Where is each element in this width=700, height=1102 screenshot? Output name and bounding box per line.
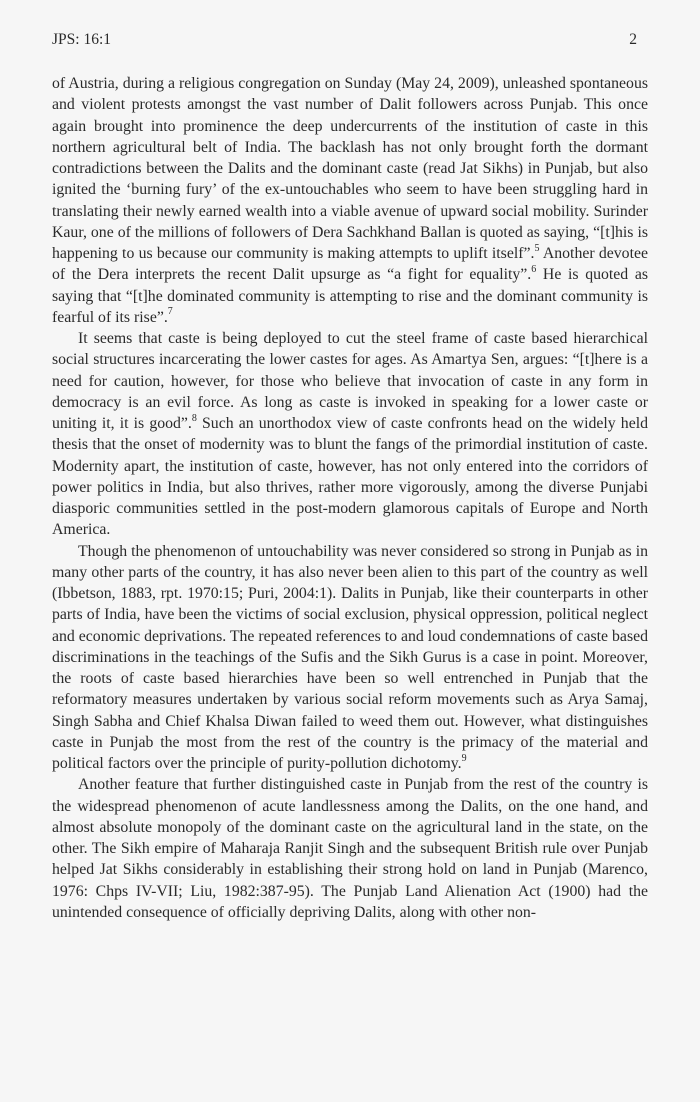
paragraph <box>52 328 648 541</box>
text-run: Though the phenomenon of untouchability was never considered so strong in Punjab as in many other parts of the country, it has also never been alien to this part of the country as well (Ibbetson, 1883, rpt. 1970:15; Puri, 2004:1). Dalits in Punjab, like their counterparts in other parts of India, have been the victims of social exclusion, physical oppression, political neglect and economic deprivations. The repeated references to and loud condemnations of caste based discriminations in the teachings of the Sufis and the Sikh Gurus is a case in point. Moreover, the roots of caste based hierarchies have been so well entrenched in Punjab that the reformatory measures undertaken by various social reform movements such as Arya Samaj, Singh Sabha and Chief Khalsa Diwan failed to weed them out. However, what distinguishes caste in Punjab the most from the rest of the country is the primacy of the material and political factors over the principle of purity-pollution dichotomy. <box>52 542 648 772</box>
text-run: It seems that caste is being deployed to cut the steel frame of caste based hierarchical social structures incarcerating the lower castes for ages. As Amartya Sen, argues: “[t]here is a need for caution, however, for those who believe that invocation of caste in any form in democracy is an evil force. As long as caste is invoked in speaking for a lower caste or uniting it, it is good”. <box>52 330 648 432</box>
paragraph <box>52 774 648 923</box>
text-run: of Austria, during a religious congregation on Sunday (May 24, 2009), unleashed spontaneous and violent protests amongst the vast number of Dalit followers across Punjab. This once again brought into prominence the deep undercurrents of the institution of caste in this northern agricultural belt of India. The backlash has not only brought forth the dormant contradictions between the Dalits and the dominant caste (read Jat Sikhs) in Punjab, but also ignited the ‘burning fury’ of the ex-untouchables who seem to have been struggling hard in translating their newly earned wealth into a viable avenue of upward social mobility. Surinder Kaur, one of the millions of followers of Dera Sachkhand Ballan is quoted as saying, “[t]his is happening to us because our community is making attempts to uplift itself”. <box>52 75 648 262</box>
paragraph <box>52 541 648 775</box>
text-run: Such an unorthodox view of caste confronts head on the widely held thesis that the onset of modernity was to blunt the fangs of the primordial institution of caste. Modernity apart, the institution of caste, however, has not only entered into the corridors of power politics in India, but also thrives, rather more vigorously, among the diverse Punjabi diasporic communities settled in the post-modern glamorous capitals of Europe and North America. <box>52 415 649 539</box>
footnote-marker: 9 <box>461 752 467 764</box>
paragraph <box>52 73 648 328</box>
text-run: Another devotee of the Dera interprets the recent Dalit upsurge as “a fight for equality”. <box>52 245 648 284</box>
footnote-marker: 6 <box>531 263 537 275</box>
journal-citation: JPS: 16:1 <box>52 31 112 48</box>
running-header <box>52 31 637 49</box>
footnote-marker: 7 <box>167 306 173 318</box>
footnote-marker: 8 <box>191 412 197 424</box>
footnote-marker: 5 <box>534 242 540 254</box>
text-run: Another feature that further distinguished caste in Punjab from the rest of the country is the widespread phenomenon of acute landlessness among the Dalits, on the one hand, and almost absolute monopoly of the dominant caste on the agricultural land in the state, on the other. The Sikh empire of Maharaja Ranjit Singh and the subsequent British rule over Punjab helped Jat Sikhs considerably in establishing their strong hold on land in Punjab (Marenco, 1976: Chps IV-VII; Liu, 1982:387-95). The Punjab Land Alienation Act (1900) had the unintended consequence of officially depriving Dalits, along with other non- <box>52 776 648 921</box>
page-number: 2 <box>629 31 637 48</box>
text-run: He is quoted as saying that “[t]he dominated community is attempting to rise and the dominant community is fearful of its rise”. <box>52 266 649 326</box>
body-text <box>52 73 648 923</box>
